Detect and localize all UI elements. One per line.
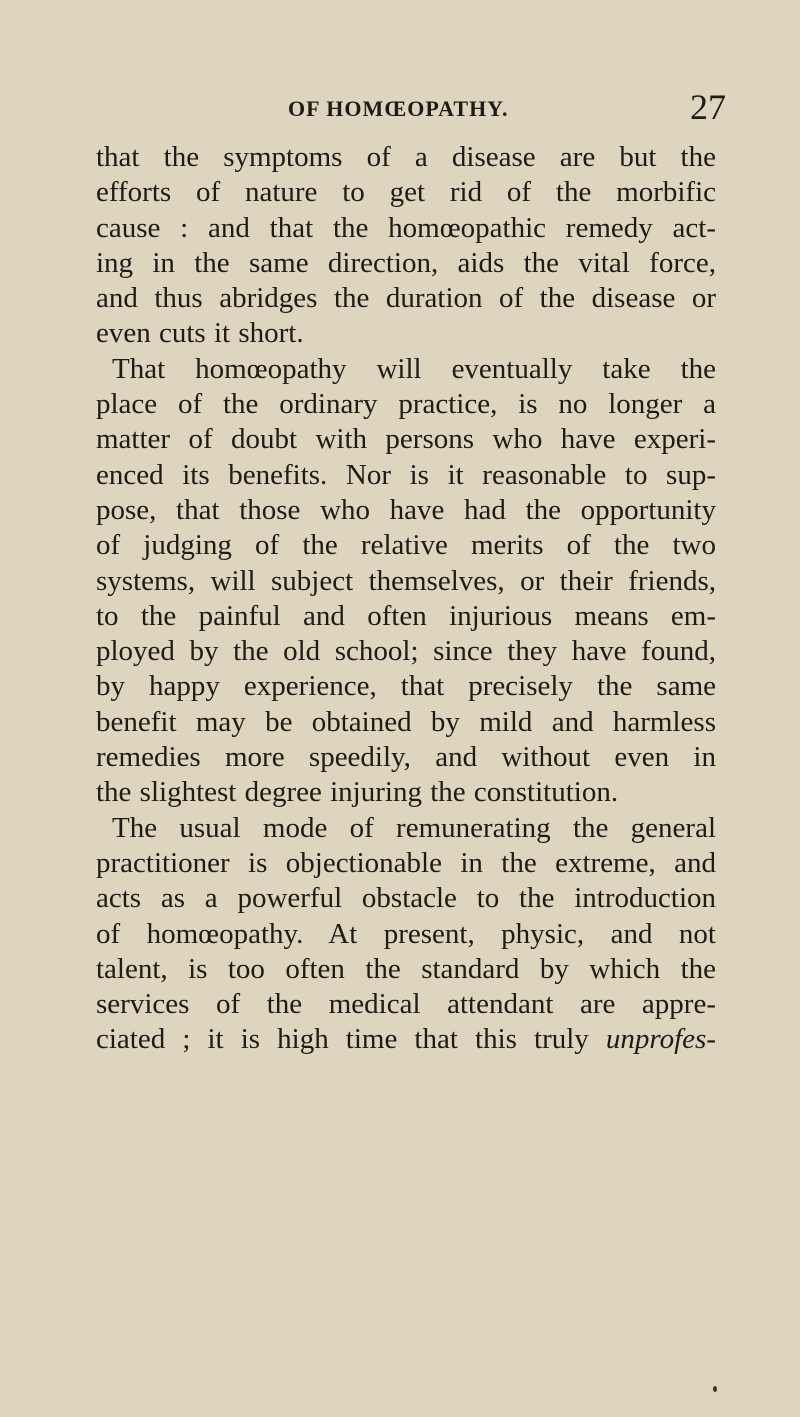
page-number: 27 [690,87,726,127]
text-line: to the painful and often injurious means em- [96,599,716,632]
text-line: of homœopathy. At present, physic, and not [96,917,716,950]
text-line: The usual mode of remunerating the general [112,811,716,844]
running-title: OF HOMŒOPATHY. [288,96,509,121]
text-line: of judging of the relative merits of the two [96,529,716,562]
text-line: benefit may be obtained by mild and harmless [96,705,716,738]
text-line: talent, is too often the standard by which the [96,952,716,985]
text-line: even cuts it short. [96,317,304,350]
text-line: acts as a powerful obstacle to the introduction [96,882,716,915]
text-line: ing in the same direction, aids the vital force, [96,246,716,279]
text-line: efforts of nature to get rid of the morbific [96,176,716,209]
ink-speck [713,1386,717,1392]
final-line-text: ciated ; it is high time that this truly [96,1023,606,1056]
text-line: that the symptoms of a disease are but the [96,141,716,173]
text-line: matter of doubt with persons who have experi- [96,423,716,456]
text-line: the slightest degree injuring the constitution. [96,776,619,809]
text-line-final [96,1022,716,1057]
text-line: cause : and that the homœopathic remedy act- [96,211,716,244]
running-head [0,86,800,130]
text-line: ployed by the old school; since they have found, [96,635,716,668]
text-line: remedies more speedily, and without even in [96,741,716,774]
text-line: enced its benefits. Nor is it reasonable to sup- [96,458,716,491]
text-line: practitioner is objectionable in the extreme, and [96,846,716,879]
text-line: That homœopathy will eventually take the [112,352,716,385]
text-line: pose, that those who have had the opportunity [96,493,716,526]
text-line: place of the ordinary practice, is no longer a [96,388,716,421]
body-text [96,140,716,1058]
text-line: systems, will subject themselves, or their friends, [96,564,716,597]
text-line: services of the medical attendant are appre- [96,988,716,1021]
italic-word: unprofes- [605,1023,716,1056]
text-line: by happy experience, that precisely the same [96,670,716,703]
text-line: and thus abridges the duration of the disease or [96,282,716,315]
